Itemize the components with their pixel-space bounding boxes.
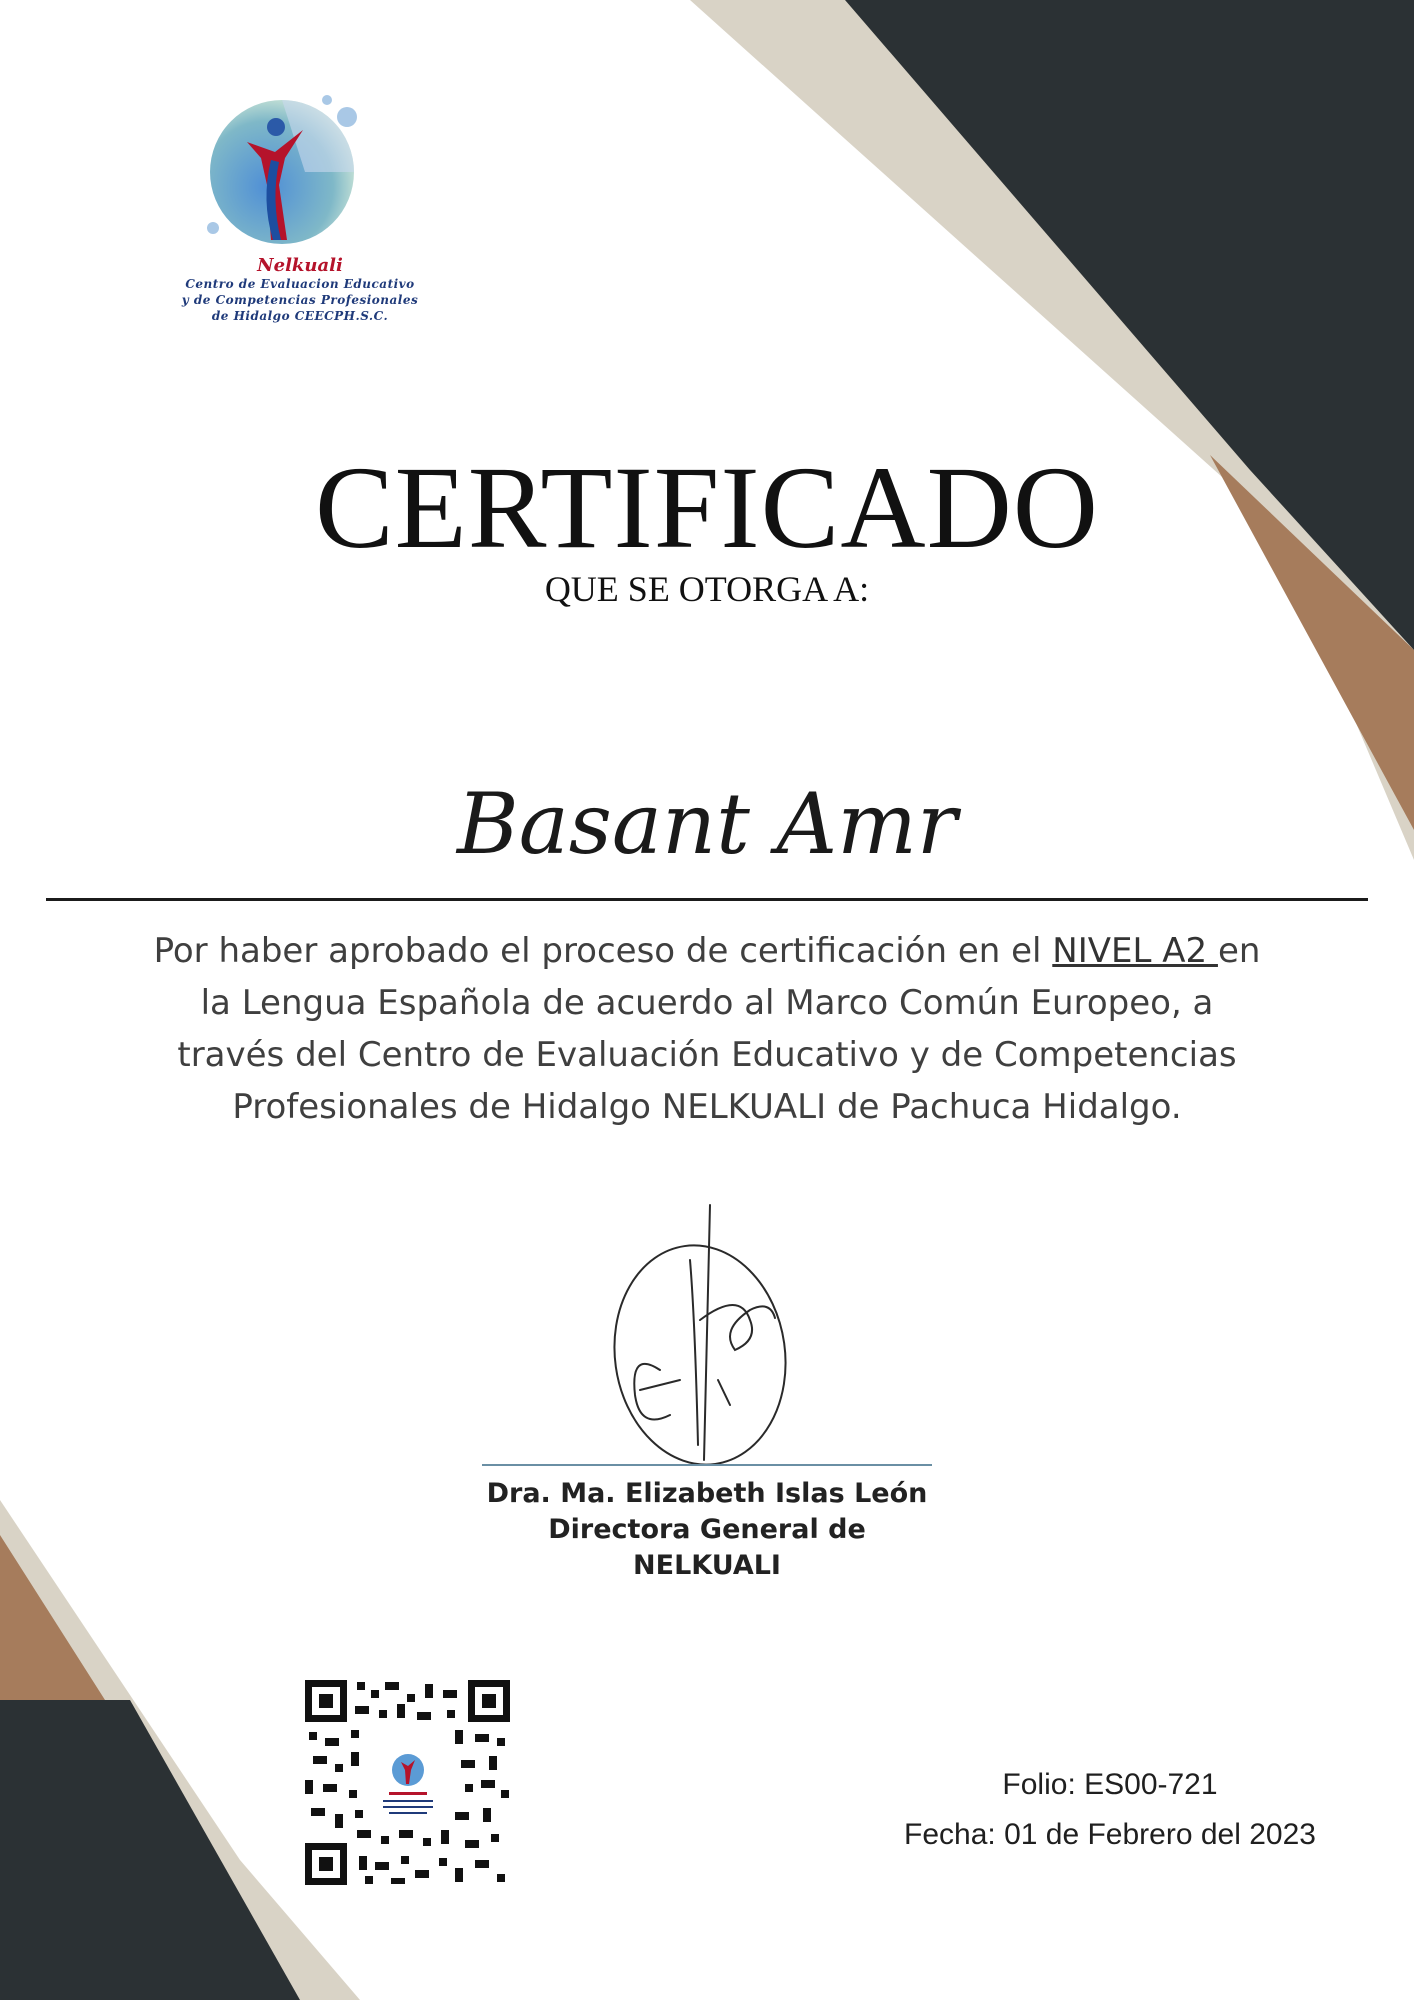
body-text-before-level: Por haber aprobado el proceso de certificación en el <box>153 931 1053 971</box>
body-line: la Lengua Española de acuerdo al Marco Común Europeo, a <box>200 983 1214 1023</box>
name-underline <box>46 898 1368 901</box>
logo-name: Nelkuali <box>257 255 343 276</box>
qr-code-icon <box>305 1680 510 1885</box>
brown-corner-shape-bottom <box>0 1535 105 1700</box>
signer-role: Directora General de <box>548 1514 866 1545</box>
logo-emblem-icon <box>195 90 395 250</box>
signer-organization: NELKUALI <box>633 1550 781 1581</box>
logo-subtitle-line: y de Competencias Profesionales <box>181 293 419 307</box>
certification-level: NIVEL A2 <box>1052 931 1218 971</box>
folio-block <box>900 1760 1320 1860</box>
signature-line <box>482 1464 932 1466</box>
signer-block <box>400 1476 1014 1584</box>
logo-subtitle-line: Centro de Evaluacion Educativo <box>185 277 415 291</box>
certificate-title: CERTIFICADO <box>314 442 1100 573</box>
recipient-name: Basant Amr <box>456 775 958 873</box>
signer-name: Dra. Ma. Elizabeth Islas León <box>486 1478 928 1509</box>
certificate-subtitle: QUE SE OTORGA A: <box>544 569 870 609</box>
body-text-after-level: en <box>1217 931 1261 971</box>
certificate-body <box>70 925 1344 1133</box>
logo-subtitle-line: de Hidalgo CEECPH.S.C. <box>211 309 389 323</box>
body-line <box>70 925 1344 977</box>
dark-corner-shape-bottom <box>0 1700 300 2000</box>
issue-date: Fecha: 01 de Febrero del 2023 <box>904 1818 1316 1851</box>
body-line: través del Centro de Evaluación Educativo y de Competencias <box>177 1035 1237 1075</box>
handwritten-signature <box>600 1200 800 1470</box>
folio-number: Folio: ES00-721 <box>1002 1768 1218 1801</box>
body-line: Profesionales de Hidalgo NELKUALI de Pachuca Hidalgo. <box>232 1087 1182 1127</box>
institution-logo <box>140 90 460 340</box>
